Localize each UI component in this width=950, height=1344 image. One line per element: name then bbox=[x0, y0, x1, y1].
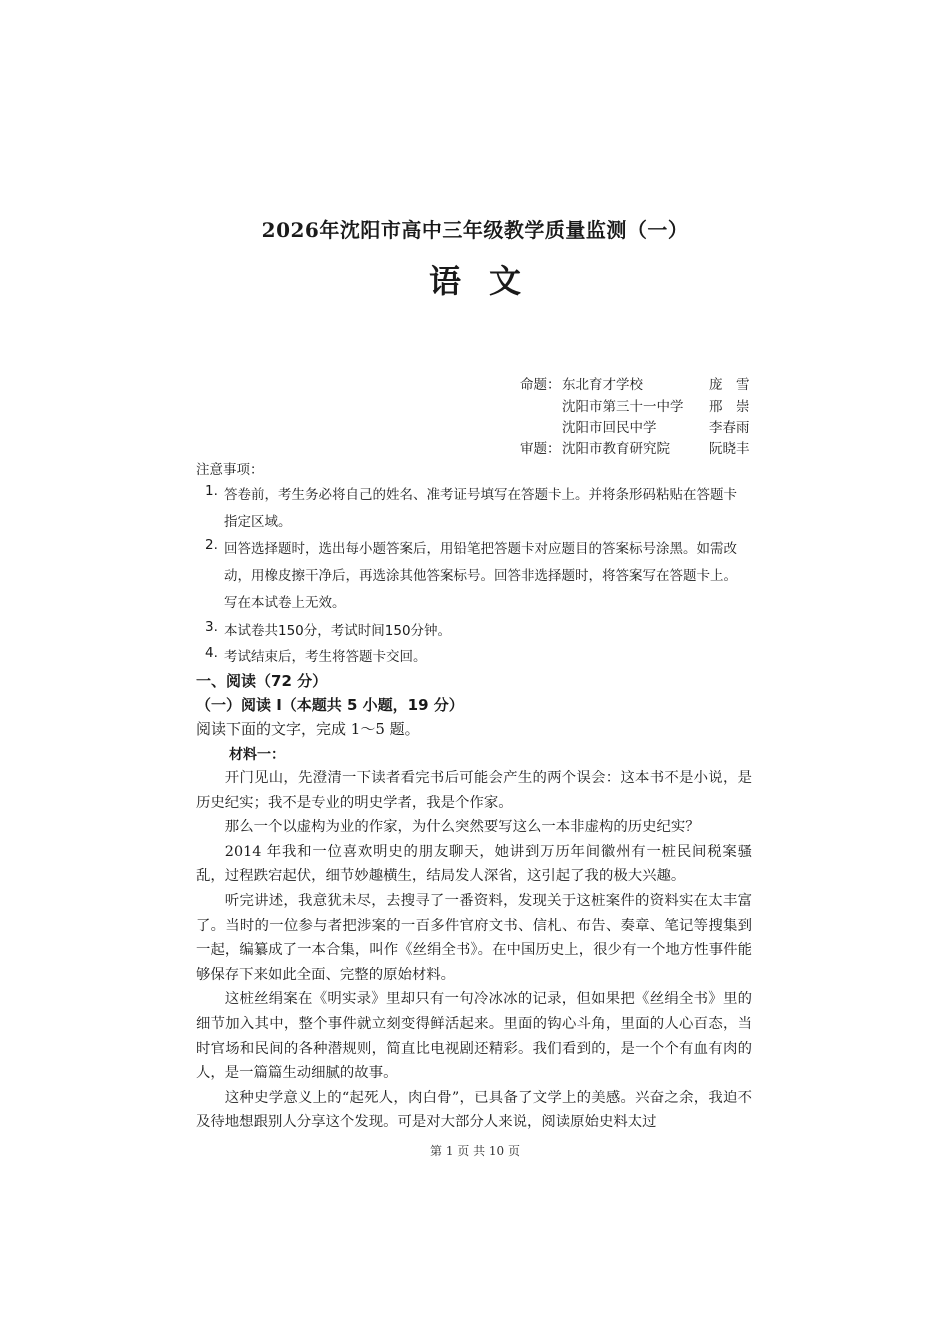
note-line: 本试卷共150分，考试时间150分钟。 bbox=[224, 623, 452, 639]
credit-row bbox=[0, 416, 950, 436]
passage-paragraph: 开门见山，先澄清一下读者看完书后可能会产生的两个误会：这本书不是小说，是历史纪实；我不是专业的明史学者，我是个作家。 bbox=[196, 770, 752, 811]
credit-row bbox=[0, 395, 950, 415]
credit-school: 沈阳市第三十一中学 bbox=[562, 399, 684, 415]
note-line: 回答选择题时，选出每小题答案后，用铅笔把答题卡对应题目的答案标号涂黑。如需改 bbox=[224, 541, 737, 557]
credit-school: 沈阳市回民中学 bbox=[562, 420, 657, 436]
credit-school: 东北育才学校 bbox=[562, 377, 643, 393]
credit-label: 命题： bbox=[520, 377, 561, 393]
note-number: 1. bbox=[205, 483, 218, 499]
exam-title: 2026年沈阳市高中三年级教学质量监测（一） bbox=[261, 218, 689, 242]
credit-person: 李春雨 bbox=[709, 420, 750, 436]
credit-person: 阮晓丰 bbox=[709, 441, 750, 457]
credit-school: 沈阳市教育研究院 bbox=[562, 441, 670, 457]
note-line: 写在本试卷上无效。 bbox=[224, 595, 346, 611]
note-number: 2. bbox=[205, 537, 218, 553]
passage-paragraph: 2014 年我和一位喜欢明史的朋友聊天，她讲到万历年间徽州有一桩民间税案骚乱，过程跌宕起伏，细节妙趣横生，结局发人深省，这引起了我的极大兴趣。 bbox=[196, 843, 752, 885]
section-heading: 一、阅读（72 分） bbox=[196, 672, 328, 690]
passage-paragraph: 这种史学意义上的“起死人，肉白骨”，已具备了文学上的美感。兴奋之余，我迫不及待地想跟别人分享这个发现。可是对大部分人来说，阅读原始史料太过 bbox=[196, 1089, 752, 1131]
passage-paragraph: 那么一个以虚构为业的作家，为什么突然要写这么一本非虚构的历史纪实？ bbox=[224, 819, 700, 836]
reading-instruction: 阅读下面的文字，完成 1～5 题。 bbox=[196, 720, 420, 738]
note-line: 考试结束后，考生将答题卡交回。 bbox=[224, 649, 427, 665]
notes-title: 注意事项： bbox=[196, 462, 264, 478]
note-line: 动，用橡皮擦干净后，再选涂其他答案标号。回答非选择题时，将答案写在答题卡上。 bbox=[224, 568, 737, 584]
subsection-heading: （一）阅读 I（本题共 5 小题，19 分） bbox=[196, 696, 464, 714]
credit-person: 邢 崇 bbox=[709, 399, 750, 415]
material-title: 材料一： bbox=[229, 747, 285, 763]
note-number: 4. bbox=[205, 645, 218, 661]
page-footer: 第 1 页 共 10 页 bbox=[430, 1144, 520, 1158]
note-line: 指定区域。 bbox=[224, 514, 292, 530]
credit-person: 庞 雪 bbox=[709, 377, 750, 393]
credit-row bbox=[0, 437, 950, 457]
passage-paragraph: 这桩丝绢案在《明实录》里却只有一句冷冰冰的记录，但如果把《丝绢全书》里的细节加入其中，整个事件就立刻变得鲜活起来。里面的钩心斗角，里面的人心百态，当时官场和民间的各种潜规则，简直比电视剧还精彩。我们看到的，是一个个有血有肉的人，是一篇篇生动细腻的故事。 bbox=[196, 991, 752, 1082]
credit-row bbox=[0, 373, 950, 393]
note-number: 3. bbox=[205, 619, 218, 635]
credit-label: 审题： bbox=[520, 441, 561, 457]
reading-passage bbox=[196, 766, 752, 1135]
note-line: 答卷前，考生务必将自己的姓名、准考证号填写在答题卡上。并将条形码粘贴在答题卡 bbox=[224, 487, 737, 503]
subject-title: 语文 bbox=[428, 262, 549, 300]
passage-paragraph: 听完讲述，我意犹未尽，去搜寻了一番资料，发现关于这桩案件的资料实在太丰富了。当时的一位参与者把涉案的一百多件官府文书、信札、布告、奏章、笔记等搜集到一起，编纂成了一本合集，叫作《丝绢全书》。在中国历史上，很少有一个地方性事件能够保存下来如此全面、完整的原始材料。 bbox=[196, 892, 752, 983]
